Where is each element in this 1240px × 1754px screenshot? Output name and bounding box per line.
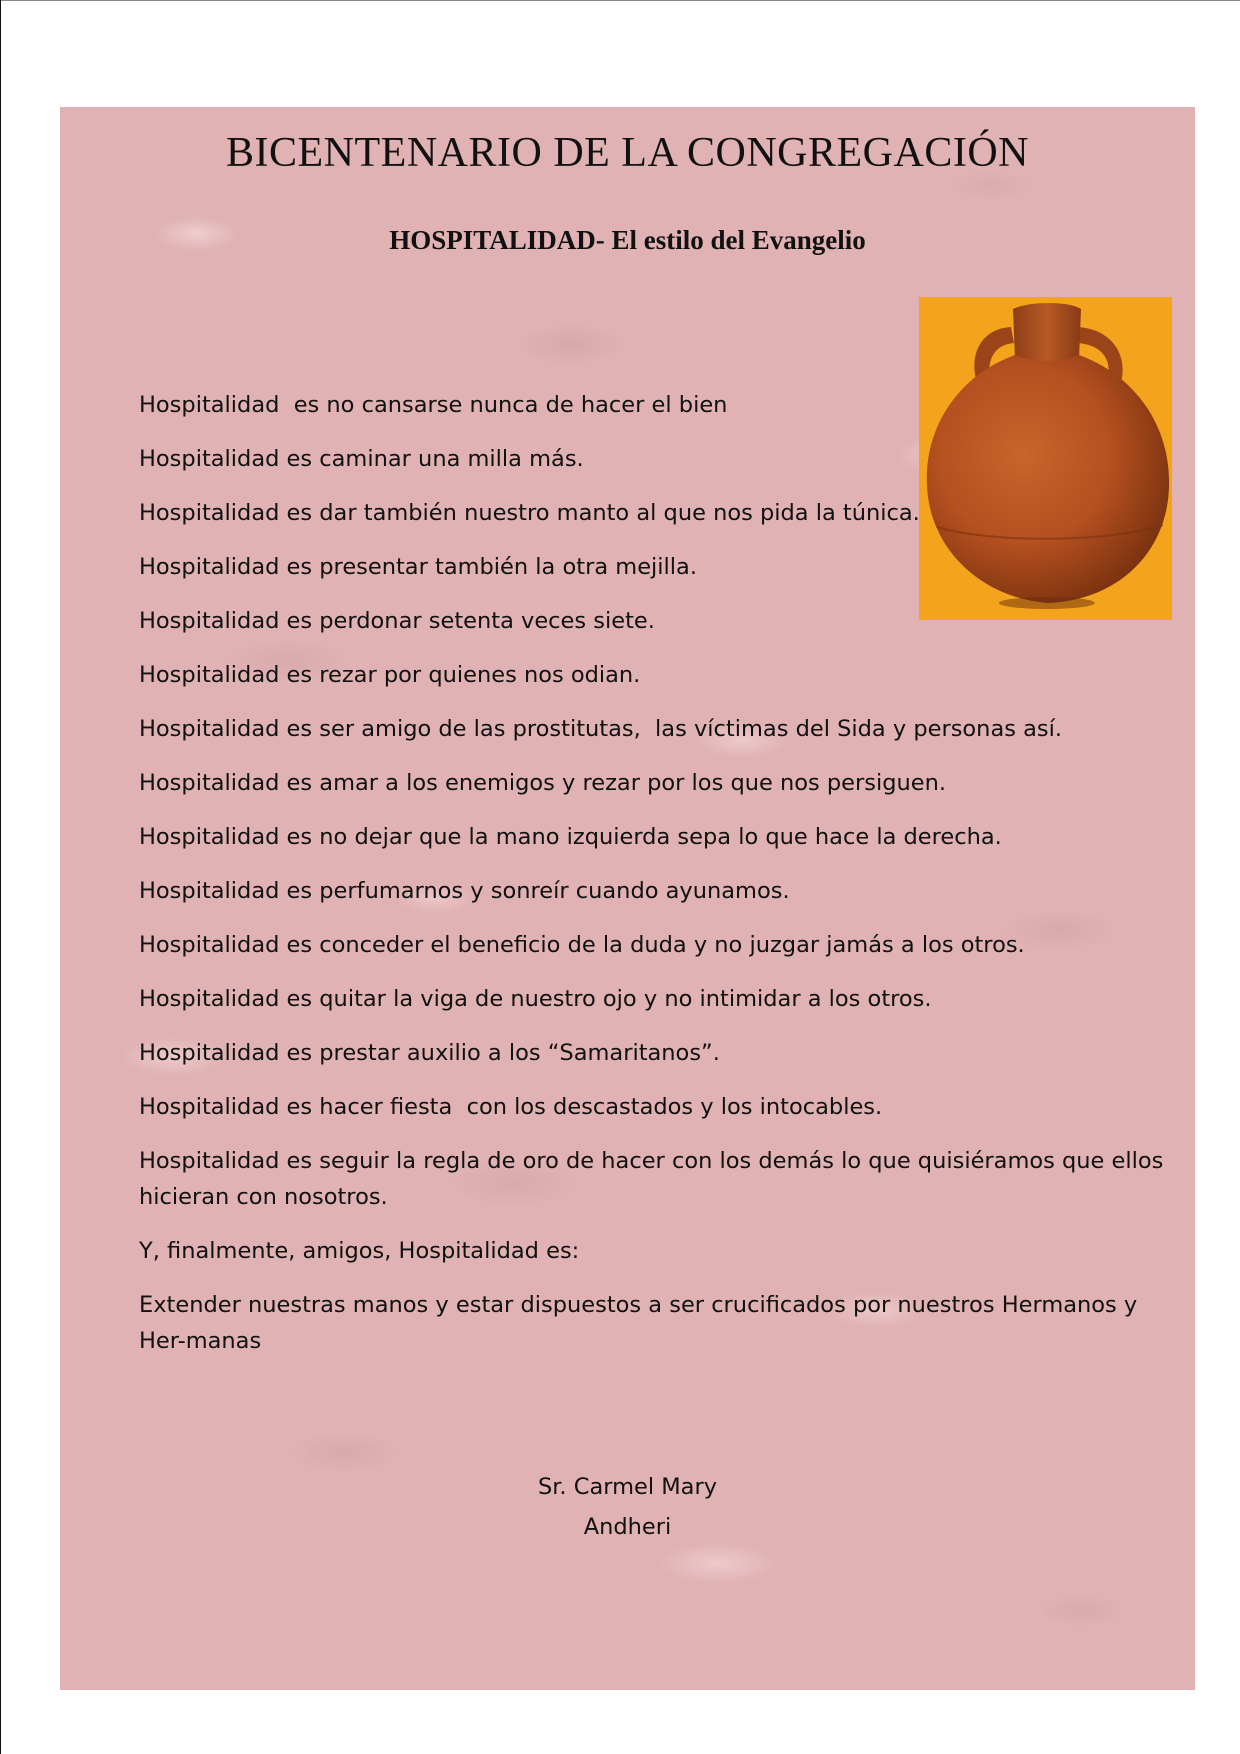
page-left-border — [0, 0, 1, 1754]
line-7: Hospitalidad es ser amigo de las prostitutas, las víctimas del Sida y personas así. — [139, 716, 1063, 742]
signature-name: Sr. Carmel Mary — [537, 1474, 718, 1500]
line-16: Y, finalmente, amigos, Hospitalidad es: — [139, 1238, 580, 1264]
line-4: Hospitalidad es presentar también la otra mejilla. — [139, 554, 697, 580]
signature-place: Andheri — [583, 1514, 672, 1540]
pink-paper-background — [60, 107, 1195, 1690]
line-9: Hospitalidad es no dejar que la mano izquierda sepa lo que hace la derecha. — [139, 824, 1002, 850]
line-10: Hospitalidad es perfumarnos y sonreír cuando ayunamos. — [139, 878, 790, 904]
line-12: Hospitalidad es quitar la viga de nuestro ojo y no intimidar a los otros. — [139, 986, 932, 1012]
line-6: Hospitalidad es rezar por quienes nos odian. — [139, 662, 641, 688]
line-1: Hospitalidad es no cansarse nunca de hacer el bien — [139, 392, 728, 418]
signature-block — [60, 1474, 1195, 1554]
document-title: BICENTENARIO DE LA CONGREGACIÓN — [226, 130, 1029, 176]
line-11: Hospitalidad es conceder el beneficio de la duda y no juzgar jamás a los otros. — [139, 932, 1025, 958]
line-13: Hospitalidad es prestar auxilio a los “Samaritanos”. — [139, 1040, 720, 1066]
document-subtitle: HOSPITALIDAD- El estilo del Evangelio — [389, 225, 866, 255]
line-3: Hospitalidad es dar también nuestro manto al que nos pida la túnica. — [139, 500, 920, 526]
page-top-border — [0, 0, 1240, 1]
line-2: Hospitalidad es caminar una milla más. — [139, 446, 584, 472]
line-17: Extender nuestras manos y estar dispuestos a ser crucificados por nuestros Hermanos y Her-manas — [139, 1292, 1145, 1354]
line-15: Hospitalidad es seguir la regla de oro de hacer con los demás lo que quisiéramos que ellos hicieran con nosotros. — [139, 1148, 1171, 1210]
hospitality-lines — [139, 387, 1171, 1377]
line-8: Hospitalidad es amar a los enemigos y rezar por los que nos persiguen. — [139, 770, 947, 796]
line-5: Hospitalidad es perdonar setenta veces siete. — [139, 608, 655, 634]
line-14: Hospitalidad es hacer fiesta con los descastados y los intocables. — [139, 1094, 883, 1120]
